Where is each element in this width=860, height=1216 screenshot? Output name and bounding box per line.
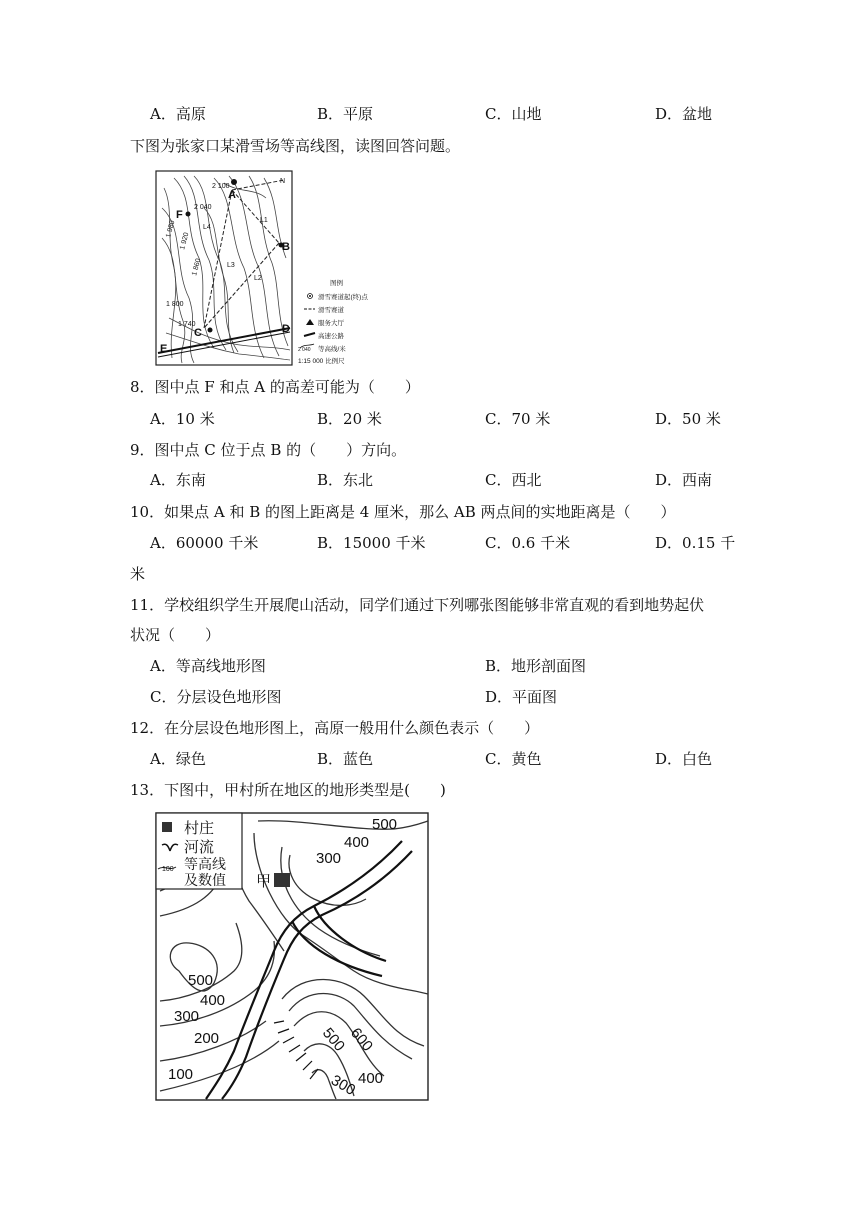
height-1920: 1 920 (179, 231, 191, 251)
q12-option-d: D．白色 (655, 750, 713, 768)
q12-stem: 12．在分层设色地形图上，高原一般用什么颜色表示（ ） (130, 719, 540, 737)
q11-option-b: B．地形剖面图 (485, 657, 587, 675)
height-1800: 1 800 (166, 301, 184, 308)
q8-option-a: A．10 米 (150, 410, 215, 428)
point-c-marker (208, 328, 213, 333)
q13-stem: 13．下图中，甲村所在地区的地形类型是( ) (130, 781, 446, 799)
q11-option-a: A．等高线地形图 (150, 657, 266, 675)
label-l3: L3 (227, 262, 235, 269)
intro-text: 下图为张家口某滑雪场等高线图，读图回答问题。 (130, 137, 461, 155)
legend-contour-sample: 2 040 (298, 347, 311, 353)
contour-label-300-left: 300 (174, 1008, 200, 1025)
q8-option-b: B．20 米 (317, 410, 382, 428)
village-label: 甲 (256, 873, 272, 890)
contour-label-500-right: 500 (318, 1024, 349, 1055)
legend-item-hall: 服务大厅 (318, 320, 344, 327)
point-f-marker (186, 212, 191, 217)
contour-label-400-left: 400 (200, 992, 226, 1009)
label-b: B (282, 241, 290, 253)
height-2040: 2 040 (194, 204, 212, 211)
q7-option-b: B．平原 (317, 105, 374, 123)
label-l4: L4 (203, 224, 211, 231)
village-contour-map (154, 811, 432, 1103)
q12-option-b: B．蓝色 (317, 750, 374, 768)
label-n: N (280, 178, 286, 185)
contour-label-100: 100 (168, 1066, 194, 1083)
village-contour-svg (154, 811, 432, 1103)
q12-option-c: C．黄色 (485, 750, 542, 768)
legend-scale: 1:15 000 比例尺 (298, 358, 345, 365)
village-marker (274, 873, 290, 887)
height-1740: 1 740 (178, 321, 196, 328)
label-a: A (228, 189, 236, 201)
q7-option-c: C．山地 (485, 105, 542, 123)
contour-label-500-top: 500 (372, 816, 398, 833)
legend-contour-line1: 等高线 (184, 856, 226, 872)
label-l1: L1 (260, 217, 268, 224)
contour-label-600: 600 (346, 1024, 377, 1055)
q10-option-b: B．15000 千米 (317, 534, 426, 552)
summit-marker (231, 179, 237, 185)
contour-label-500-left: 500 (188, 972, 214, 989)
q11-stem-line2: 状况（ ） (130, 626, 221, 644)
q7-option-a: A．高原 (150, 105, 206, 123)
ski-contour-map (154, 168, 394, 368)
q9-option-a: A．东南 (150, 471, 206, 489)
q9-option-b: B．东北 (317, 471, 374, 489)
height-1980: 1 980 (165, 219, 177, 239)
legend-river: 河流 (184, 839, 215, 856)
map1-legend (298, 278, 368, 365)
label-e: E (160, 343, 168, 355)
legend-item-run: 滑雪赛道 (318, 307, 344, 314)
legend-contour-line2: 及数值 (184, 872, 226, 888)
q11-stem-line1: 11．学校组织学生开展爬山活动，同学们通过下列哪张图能够非常直观的看到地势起伏 (130, 596, 705, 614)
q10-option-c: C．0.6 千米 (485, 534, 571, 552)
q8-stem: 8．图中点 F 和点 A 的高差可能为（ ） (130, 378, 420, 396)
legend-village: 村庄 (184, 820, 215, 837)
q11-option-c: C．分层设色地形图 (150, 688, 282, 706)
q8-option-d: D．50 米 (655, 410, 721, 428)
q9-option-d: D．西南 (655, 471, 713, 489)
label-l2: L2 (254, 275, 262, 282)
q7-option-d: D．盆地 (655, 105, 713, 123)
legend-contour-sample: 100 (162, 866, 174, 873)
map2-legend (156, 813, 242, 889)
height-2100: 2 100 (212, 183, 230, 190)
q11-option-d: D．平面图 (485, 688, 558, 706)
contour-label-200: 200 (194, 1030, 220, 1047)
contour-label-400-top: 400 (344, 834, 370, 851)
label-d: D (282, 323, 290, 335)
q9-stem: 9．图中点 C 位于点 B 的（ ）方向。 (130, 441, 407, 459)
legend-item-contour: 等高线/米 (318, 346, 346, 353)
q10-option-d: D．0.15 千 (655, 534, 736, 552)
ski-contour-svg (154, 168, 394, 368)
q12-option-a: A．绿色 (150, 750, 206, 768)
legend-title: 图例 (330, 280, 343, 287)
legend-item-highway: 高速公路 (318, 333, 344, 340)
q10-stem: 10．如果点 A 和 B 的图上距离是 4 厘米，那么 AB 两点间的实地距离是（ ） (130, 503, 676, 521)
contour-label-300-bottom: 300 (328, 1071, 359, 1099)
label-c: C (194, 327, 202, 339)
q8-option-c: C．70 米 (485, 410, 551, 428)
label-f: F (176, 209, 183, 221)
q10-wrap: 米 (130, 565, 146, 583)
q10-option-a: A．60000 千米 (150, 534, 259, 552)
q9-option-c: C．西北 (485, 471, 542, 489)
contour-label-400-bottom: 400 (358, 1070, 384, 1087)
legend-item-start: 滑雪赛道起(终)点 (318, 294, 368, 301)
contour-label-300-top: 300 (316, 850, 342, 867)
height-1860: 1 860 (191, 257, 203, 277)
